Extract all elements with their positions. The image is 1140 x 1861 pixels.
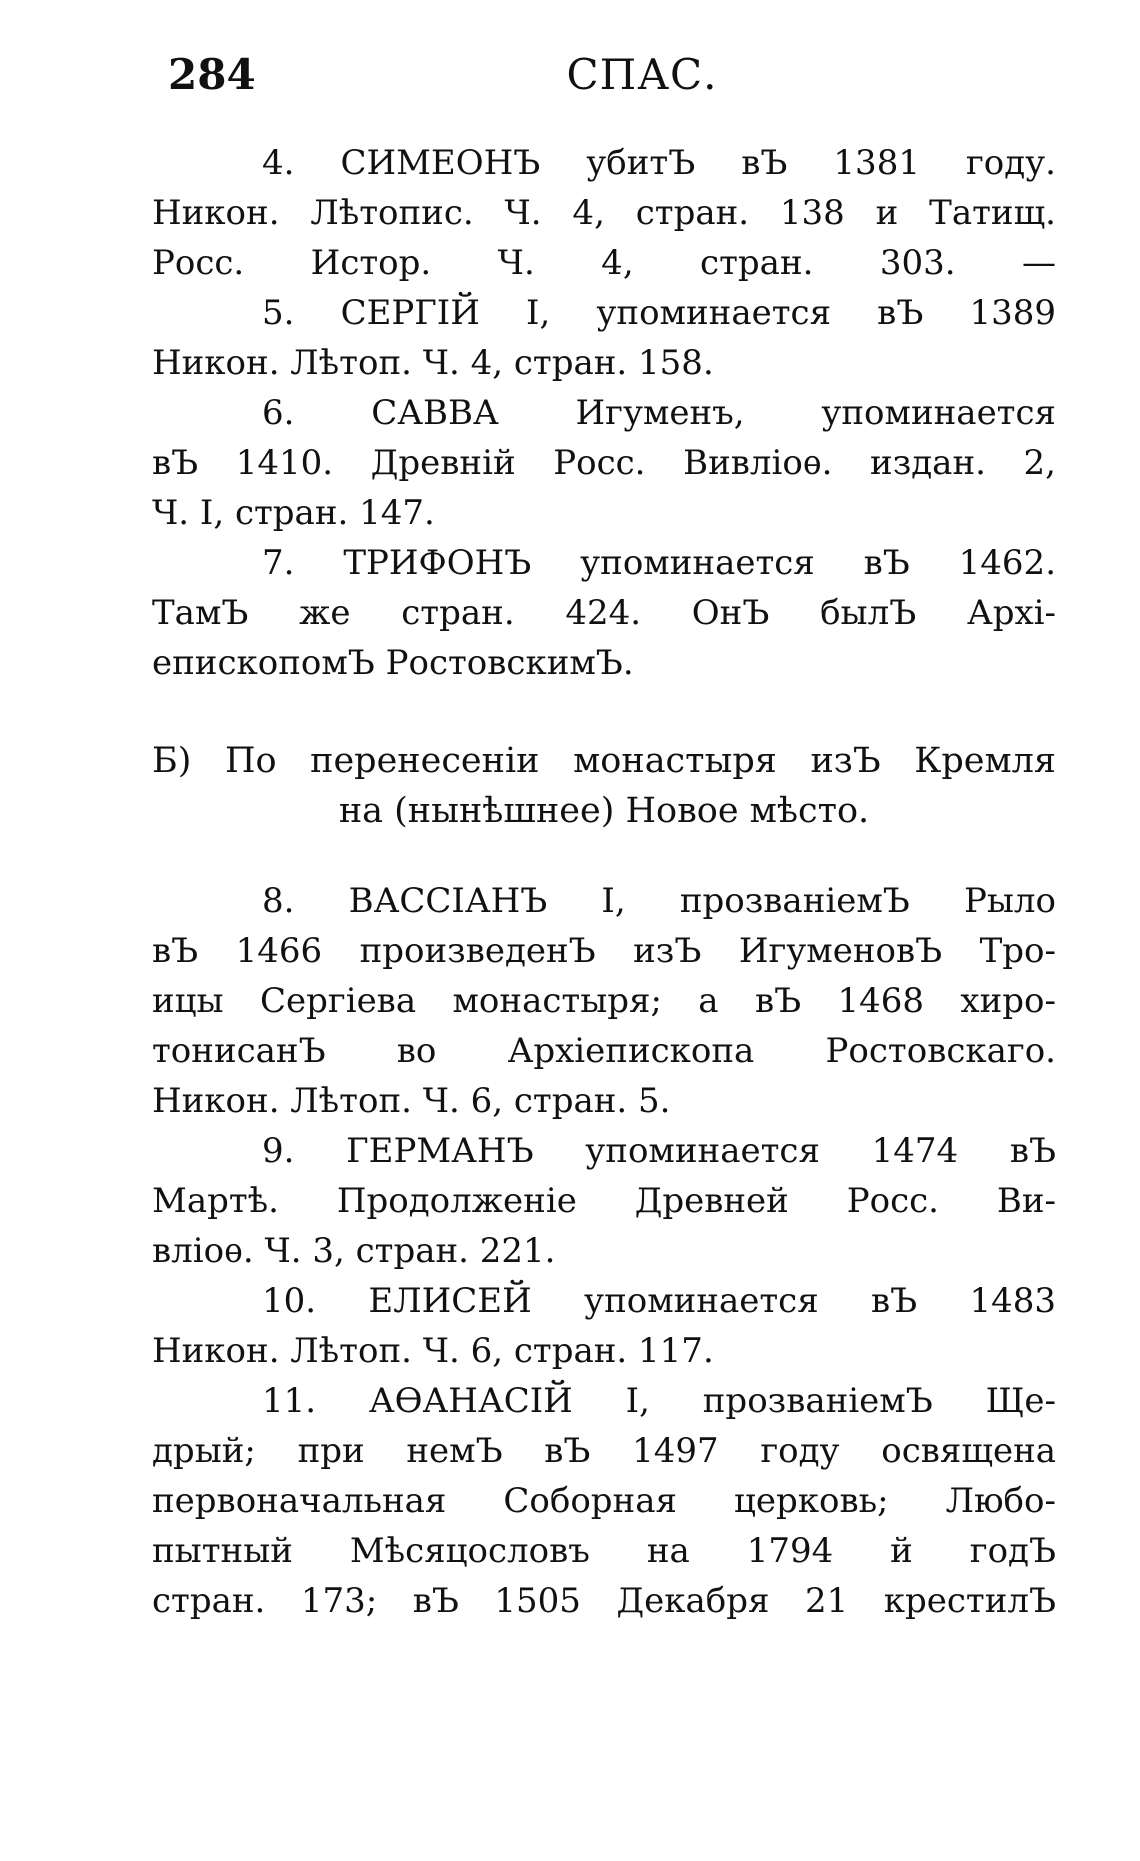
text-line: вліоѳ. Ч. 3, стран. 221. xyxy=(152,1231,556,1271)
section-heading-line: Б) По перенесеніи монастыря изЪ Кремля xyxy=(152,741,1056,781)
text-line: 10. ЕЛИСЕЙ упоминается вЪ 1483 xyxy=(262,1281,1056,1321)
text-line: ТамЪ же стран. 424. ОнЪ былЪ Архі- xyxy=(152,593,1056,633)
text-line: Росс. Истор. Ч. 4, стран. 303. — xyxy=(152,243,1056,283)
section-heading-line: на (нынѣшнее) Новое мѣсто. xyxy=(338,791,870,831)
text-line: 8. ВАССІАНЪ I, прозваніемЪ Рыло xyxy=(262,881,1056,921)
text-line: Никон. Лѣтопис. Ч. 4, стран. 138 и Татищ. xyxy=(152,193,1056,233)
text-line: ицы Сергіева монастыря; а вЪ 1468 хиро- xyxy=(152,981,1056,1021)
text-line: стран. 173; вЪ 1505 Декабря 21 крестилЪ xyxy=(152,1581,1056,1621)
text-line: Мартѣ. Продолженіе Древней Росс. Ви- xyxy=(152,1181,1056,1221)
text-line: дрый; при немЪ вЪ 1497 году освящена xyxy=(152,1431,1056,1471)
text-line: 5. СЕРГІЙ I, упоминается вЪ 1389 xyxy=(262,293,1056,333)
text-line: 6. САВВА Игуменъ, упоминается xyxy=(262,393,1056,433)
spacer xyxy=(152,688,1056,736)
text-line: тонисанЪ во Архіепископа Ростовскаго. xyxy=(152,1031,1056,1071)
text-line: 9. ГЕРМАНЪ упоминается 1474 вЪ xyxy=(262,1131,1056,1171)
text-line: вЪ 1466 произведенЪ изЪ ИгуменовЪ Тро- xyxy=(152,931,1056,971)
text-line: вЪ 1410. Древній Росс. Вивліоѳ. издан. 2, xyxy=(152,443,1056,483)
text-line: Никон. Лѣтоп. Ч. 6, стран. 5. xyxy=(152,1081,671,1121)
text-line: 11. АѲАНАСІЙ I, прозваніемЪ Ще- xyxy=(262,1381,1056,1421)
text-line: епископомЪ РостовскимЪ. xyxy=(152,643,634,683)
page-header xyxy=(168,46,1056,108)
spacer xyxy=(152,836,1056,876)
text-line: 4. СИМЕОНЪ убитЪ вЪ 1381 году. xyxy=(262,143,1056,183)
text-line: первоначальная Соборная церковь; Любо- xyxy=(152,1481,1056,1521)
text-line: 7. ТРИФОНЪ упоминается вЪ 1462. xyxy=(262,543,1056,583)
text-line: Ч. I, стран. 147. xyxy=(152,493,435,533)
text-line: Никон. Лѣтоп. Ч. 4, стран. 158. xyxy=(152,343,714,383)
text-line: пытный Мѣсяцословъ на 1794 й годЪ xyxy=(152,1531,1056,1571)
page-number: 284 xyxy=(168,50,256,99)
running-head: СПАС. xyxy=(566,50,718,99)
text-line: Никон. Лѣтоп. Ч. 6, стран. 117. xyxy=(152,1331,714,1371)
body-text xyxy=(152,138,1056,1626)
